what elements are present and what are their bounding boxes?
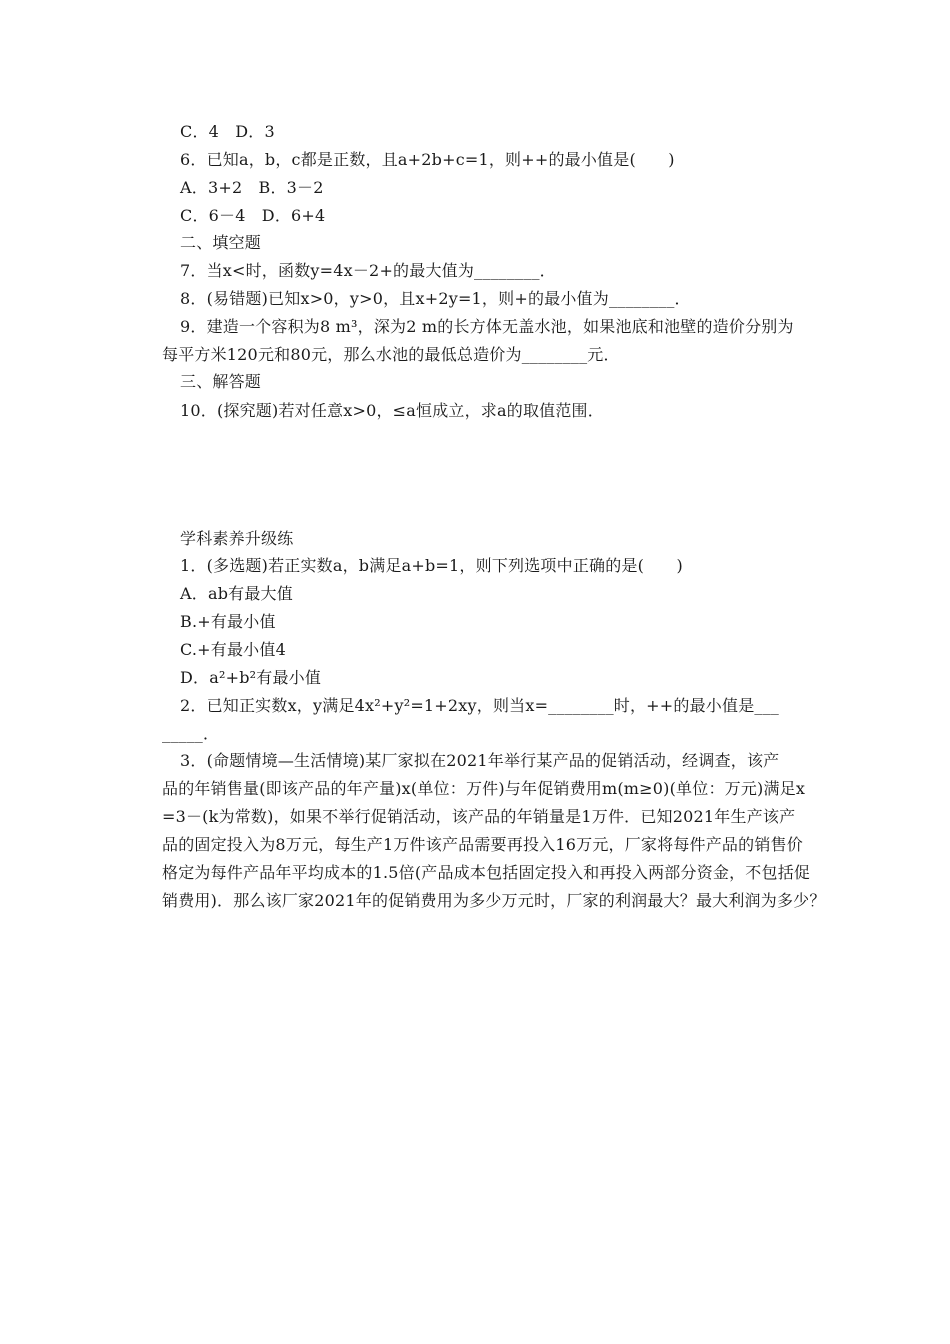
u1-stem: 1．(多选题)若正实数a，b满足a+b=1，则下列选项中正确的是( ) xyxy=(180,556,683,575)
section-upgrade: 学科素养升级练 xyxy=(180,529,294,548)
u2-stem-line2: _____． xyxy=(162,724,220,743)
u3-stem-line2: 品的年销售量(即该产品的年产量)x(单位：万件)与年促销费用m(m≥0)(单位：万元)满足x xyxy=(162,779,806,798)
u2-stem-line1: 2．已知正实数x，y满足4x²+y²=1+2xy，则当x=________时，++的最小值是___ xyxy=(180,696,779,715)
q10-stem: 10．(探究题)若对任意x>0，≤a恒成立，求a的取值范围． xyxy=(180,401,604,420)
q9-stem-line2: 每平方米120元和80元，那么水池的最低总造价为________元． xyxy=(162,345,620,364)
q6-options-cd: C．6－4 D．6+4 xyxy=(180,206,326,225)
u3-stem-line5: 格定为每件产品年平均成本的1.5倍(产品成本包括固定投入和再投入两部分资金，不包括促 xyxy=(162,863,811,882)
q5-options-cd: C．4 D．3 xyxy=(180,122,275,141)
u3-stem-line1: 3．(命题情境—生活情境)某厂家拟在2021年举行某产品的促销活动，经调查，该产 xyxy=(180,751,780,770)
u3-stem-line6: 销费用)．那么该厂家2021年的促销费用为多少万元时，厂家的利润最大？最大利润为多少？ xyxy=(162,891,826,910)
u3-stem-line3: =3－(k为常数)，如果不举行促销活动，该产品的年销量是1万件．已知2021年生产该产 xyxy=(162,807,796,826)
u3-stem-line4: 品的固定投入为8万元，每生产1万件该产品需要再投入16万元，厂家将每件产品的销售价 xyxy=(162,835,803,854)
u1-option-d: D．a²+b²有最小值 xyxy=(180,668,322,687)
u1-option-a: A．ab有最大值 xyxy=(180,584,293,603)
u1-option-b: B.+有最小值 xyxy=(180,612,276,631)
q9-stem-line1: 9．建造一个容积为8 m³，深为2 m的长方体无盖水池，如果池底和池壁的造价分别为 xyxy=(180,317,794,336)
q7-stem: 7．当x<时，函数y=4x－2+的最大值为________． xyxy=(180,261,556,280)
u1-option-c: C.+有最小值4 xyxy=(180,640,286,659)
q6-options-ab: A．3+2 B．3－2 xyxy=(180,178,324,197)
section-solve: 三、解答题 xyxy=(180,372,262,391)
section-fill-in: 二、填空题 xyxy=(180,233,262,252)
q8-stem: 8．(易错题)已知x>0，y>0，且x+2y=1，则+的最小值为________． xyxy=(180,289,691,308)
q6-stem: 6．已知a，b，c都是正数，且a+2b+c=1，则++的最小值是( ) xyxy=(180,150,675,169)
